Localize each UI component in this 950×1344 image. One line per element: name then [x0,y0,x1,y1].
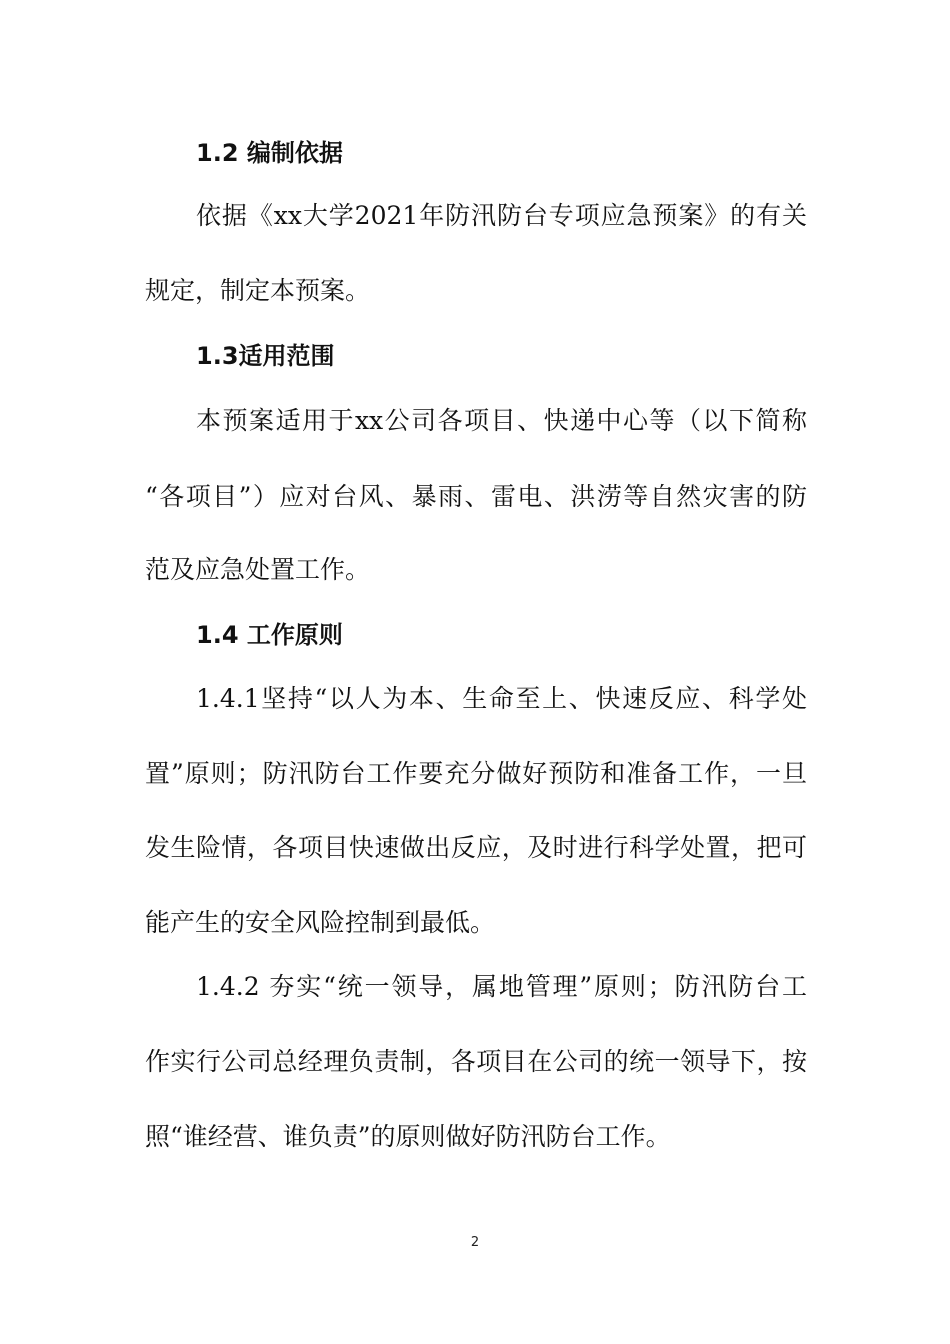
paragraph-line: 作实行公司总经理负责制，各项目在公司的统一领导下，按 [145,1047,807,1076]
paragraph-line: 能产生的安全风险控制到最低。 [145,908,496,937]
paragraph-line: 规定，制定本预案。 [145,276,371,305]
paragraph-line: 置”原则；防汛防台工作要充分做好预防和准备工作，一旦 [145,759,807,788]
page-number: 2 [470,1235,480,1250]
section-heading-basis: 1.2 编制依据 [196,139,343,167]
paragraph-line: “各项目”）应对台风、暴雨、雷电、洪涝等自然灾害的防 [145,482,807,511]
paragraph-line: 本预案适用于xx公司各项目、快递中心等（以下简称 [196,406,807,435]
paragraph-line: 照“谁经营、谁负责”的原则做好防汛防台工作。 [145,1122,671,1151]
paragraph-line: 依据《xx大学2021年防汛防台专项应急预案》的有关 [196,201,807,230]
paragraph-line: 发生险情，各项目快速做出反应，及时进行科学处置，把可 [145,833,807,862]
section-heading-scope: 1.3适用范围 [196,342,335,370]
section-heading-principles: 1.4 工作原则 [196,621,343,649]
paragraph-line: 1.4.1坚持“以人为本、生命至上、快速反应、科学处 [196,684,807,713]
paragraph-line: 1.4.2 夯实“统一领导，属地管理”原则；防汛防台工 [196,972,807,1001]
paragraph-line: 范及应急处置工作。 [145,555,371,584]
